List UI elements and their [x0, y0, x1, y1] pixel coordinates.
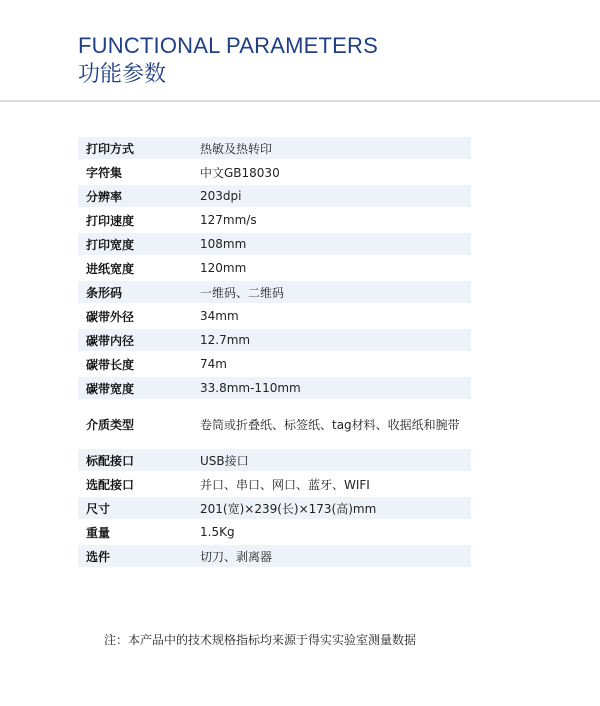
param-value: 卷筒或折叠纸、标签纸、tag材料、收据纸和腕带	[192, 401, 471, 447]
param-label: 重量	[78, 521, 192, 543]
param-label: 碳带宽度	[78, 377, 192, 399]
param-value: USB接口	[192, 449, 471, 471]
param-label: 标配接口	[78, 449, 192, 471]
param-row	[78, 449, 471, 471]
param-row	[78, 305, 471, 327]
param-row	[78, 473, 471, 495]
param-row	[78, 233, 471, 255]
param-value: 一维码、二维码	[192, 281, 471, 303]
param-label: 选件	[78, 545, 192, 567]
header-divider	[0, 100, 600, 102]
param-label: 进纸宽度	[78, 257, 192, 279]
param-row	[78, 377, 471, 399]
param-value: 1.5Kg	[192, 521, 471, 543]
param-label: 选配接口	[78, 473, 192, 495]
param-value: 203dpi	[192, 185, 471, 207]
param-row	[78, 497, 471, 519]
param-row	[78, 257, 471, 279]
param-value: 120mm	[192, 257, 471, 279]
param-value: 12.7mm	[192, 329, 471, 351]
section-title-zh: 功能参数	[78, 62, 167, 87]
param-label: 介质类型	[78, 401, 192, 447]
param-label: 条形码	[78, 281, 192, 303]
param-row	[78, 137, 471, 159]
footnote: 注：本产品中的技术规格指标均来源于得实实验室测量数据	[104, 633, 417, 647]
param-row	[78, 209, 471, 231]
param-label: 打印方式	[78, 137, 192, 159]
param-row	[78, 329, 471, 351]
section-header	[78, 33, 378, 90]
param-label: 尺寸	[78, 497, 192, 519]
section-title-en: FUNCTIONAL PARAMETERS	[78, 33, 379, 58]
param-value: 108mm	[192, 233, 471, 255]
param-label: 碳带内径	[78, 329, 192, 351]
param-label: 字符集	[78, 161, 192, 183]
param-row	[78, 353, 471, 375]
param-label: 打印宽度	[78, 233, 192, 255]
parameters-table	[78, 135, 471, 569]
param-label: 打印速度	[78, 209, 192, 231]
param-row	[78, 545, 471, 567]
param-row	[78, 185, 471, 207]
param-row	[78, 161, 471, 183]
param-value: 并口、串口、网口、蓝牙、WIFI	[192, 473, 471, 495]
param-value: 127mm/s	[192, 209, 471, 231]
param-row	[78, 281, 471, 303]
param-label: 碳带外径	[78, 305, 192, 327]
param-label: 分辨率	[78, 185, 192, 207]
param-value: 201(宽)×239(长)×173(高)mm	[192, 497, 471, 519]
param-value: 切刀、剥离器	[192, 545, 471, 567]
param-value: 34mm	[192, 305, 471, 327]
param-value: 热敏及热转印	[192, 137, 471, 159]
param-row	[78, 401, 471, 447]
param-value: 中文GB18030	[192, 161, 471, 183]
param-label: 碳带长度	[78, 353, 192, 375]
param-row	[78, 521, 471, 543]
param-value: 33.8mm-110mm	[192, 377, 471, 399]
param-value: 74m	[192, 353, 471, 375]
